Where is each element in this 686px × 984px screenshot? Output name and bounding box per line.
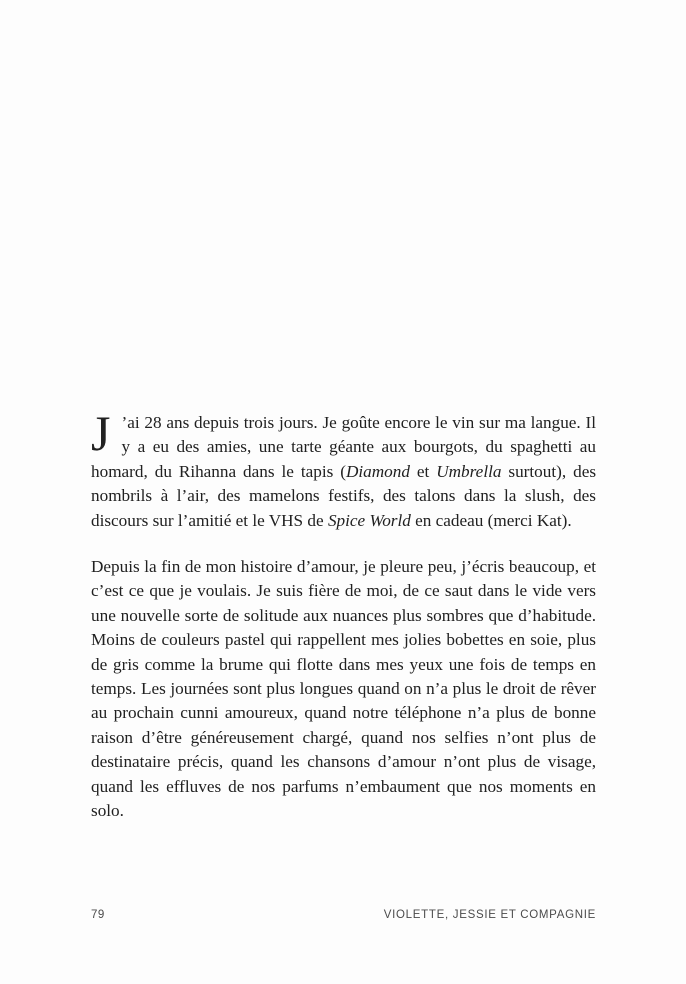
- text-run: ’ai 28 ans depuis trois jours. Je goûte encore le vin sur ma langue. Il y a eu des amies, une tarte géante aux bourgots, du spaghetti au homard, du Rihanna dans le tapis (: [91, 413, 596, 481]
- text-run: et: [409, 461, 437, 481]
- italic-text-run: Spice World: [327, 510, 411, 530]
- drop-cap: J: [91, 405, 111, 461]
- text-run: en cadeau (merci Kat).: [410, 510, 572, 530]
- italic-text-run: Diamond: [345, 461, 410, 481]
- body-text: [91, 405, 597, 824]
- page-footer: [91, 909, 596, 921]
- running-title: VIOLETTE, JESSIE ET COMPAGNIE: [383, 909, 596, 921]
- paragraph: [91, 405, 597, 533]
- page-number: 79: [91, 909, 105, 921]
- text-run: surtout), des nombrils à l’air, des mamelons festifs, des talons dans la slush, des discours sur l’amitié et le VHS de: [91, 461, 597, 530]
- paragraph: [91, 555, 596, 823]
- italic-text-run: Umbrella: [436, 461, 502, 481]
- text-run: Depuis la fin de mon histoire d’amour, je pleure peu, j’écris beaucoup, et c’est ce que je voulais. Je suis fière de moi, de ce saut dans le vide vers une nouvelle sorte de solitude aux nuances plus sombres que d’habitude. Moins de couleurs pastel qui rappellent mes jolies bobettes en soie, plus de gris comme la brume qui flotte dans mes yeux une fois de temps en temps. Les journées sont plus longues quand on n’a plus le droit de rêver au prochain cunni amoureux, quand notre téléphone n’a plus de bonne raison d’être généreusement chargé, quand nos selfies n’ont plus de destinataire précis, quand les chansons d’amour n’ont plus de visage, quand les effluves de nos parfums n’embaument que nos moments en solo.: [91, 557, 596, 821]
